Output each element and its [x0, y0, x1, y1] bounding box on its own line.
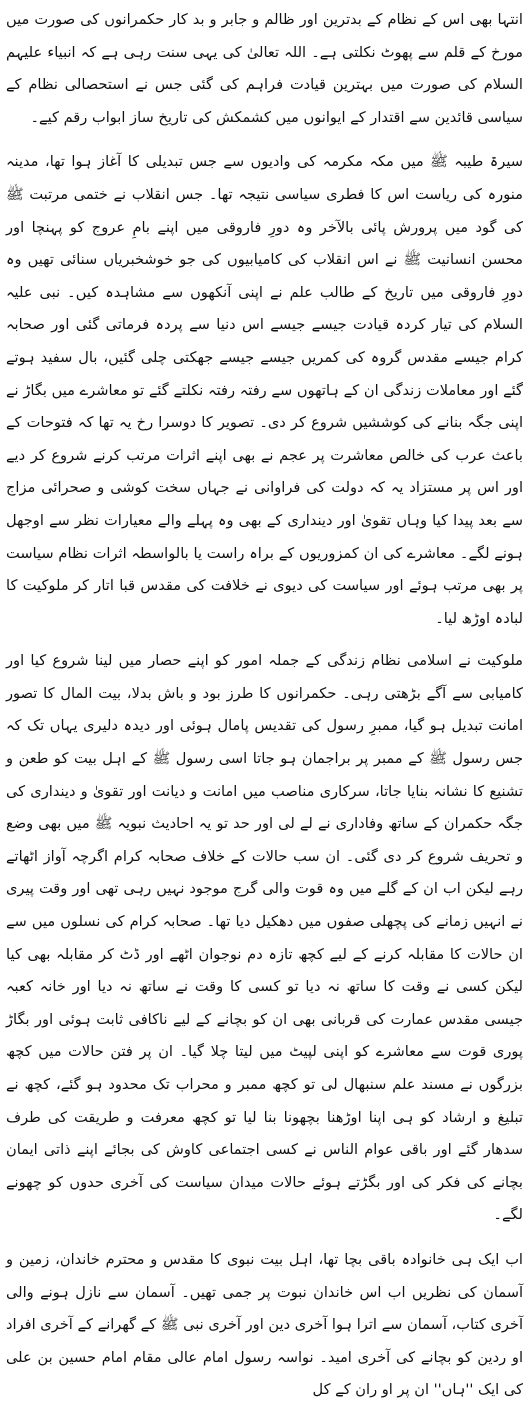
- paragraph-ahl-e-bait: اب ایک ہی خانوادہ باقی بچا تھا، اہل بیت نبوی کا مقدس و محترم خاندان، زمین و آسمان کی نظریں اب اس خاندان نبوت پر جمی تھیں۔ آسمان سے نازل ہونے والی آخری کتاب، آسمان سے اترا ہوا آخری دین اور آخری نبی ﷺ کے گھرانے کے آخری افراد او ردین کو بچانے کی آخری امید۔ نواسہ رسول امام عالی مقام امام حسین بن علی کی ایک ''ہاں'' ان پر او ران کے کل: [6, 1250, 523, 1399]
- paragraph-seerah: سیرۃ طیبہ ﷺ میں مکہ مکرمہ کی وادیوں سے جس تبدیلی کا آغاز ہوا تھا، مدینہ منورہ کی ریاست اس کا فطری سیاسی نتیجہ تھا۔ جس انقلاب نے ختمی مرتبت ﷺ کی گود میں پرورش پائی بالآخر وہ دورِ فاروقی میں اپنے بامِ عروج کو پہنچا اور محسن انسانیت ﷺ نے اس انقلاب کی کامیابیوں کی جو خوشخبریاں سنائی تھیں وہ دورِ فاروقی میں تاریخ کے طالب علم نے اپنی آنکھوں سے مشاہدہ کیں۔ نبی علیہ السلام کی تیار کردہ قیادت جیسے جیسے اس دنیا سے پردہ فرماتی گئی اور صحابہ کرام جیسے مقدس گروہ کی کمریں جیسے جیسے جھکتی چلی گئیں، بال سفید ہوتے گئے اور معاملات زندگی ان کے ہاتھوں سے رفتہ رفتہ نکلتے گئے تو معاشرے میں بگاڑ نے اپنی جگہ بنانے کی کوششیں شروع کر دی۔ تصویر کا دوسرا رخ یہ تھا کہ فتوحات کے باعث عرب کی خالص معاشرت پر عجم نے بھی اپنے اثرات مرتب کرنے شروع کر دیے اور اس پر مستزاد یہ کہ دولت کی فراوانی نے جہاں سخت کوشی و صحرائی مزاج سے بعد پیدا کیا وہاں تقویٰ اور دینداری کے بھی وہ پہلے والے معیارات نظر سے اوجھل ہونے لگے۔ معاشرے کی ان کمزوریوں کے براہ راست یا بالواسطہ اثرات نظام سیاست پر بھی مرتب ہوئے اور سیاست کی دیوی نے خلافت کی مقدس قبا اتار کر ملوکیت کا لبادہ اوڑھ لیا۔: [6, 153, 523, 627]
- paragraph-intro: انتہا بھی اس کے نظام کے بدترین اور ظالم و جابر و بد کار حکمرانوں کی صورت میں مورخ کے قلم سے پھوٹ نکلتی ہے۔ اللہ تعالیٰ کی یہی سنت رہی ہے کہ انبیاء علیہم السلام کی صورت میں بہترین قیادت فراہم کی گئی جس نے استحصالی نظام کے سیاسی قائدین سے اقتدار کے ایوانوں میں کشمکش کی تاریخ ساز ابواب رقم کیے۔: [6, 11, 523, 126]
- paragraph-mulukiyat: ملوکیت نے اسلامی نظام زندگی کے جملہ امور کو اپنے حصار میں لینا شروع کیا اور کامیابی سے آگے بڑھتی رہی۔ حکمرانوں کا طرز بود و باش بدلا، بیت المال کا تصور امانت تبدیل ہو گیا، ممبرِ رسول کی تقدیس پامال ہوئی اور دیدہ دلیری یہاں تک کہ جس رسول ﷺ کے ممبر پر براجمان ہو جاتا اسی رسول ﷺ کے اہل بیت کو طعن و تشنیع کا نشانہ بنایا جاتا، سرکاری مناصب میں امانت و دیانت اور تقویٰ و دینداری کی جگہ حکمران کے ساتھ وفاداری نے لے لی اور حد تو یہ احادیث نبویہ ﷺ میں بھی وضع و تحریف شروع کر دی گئی۔ ان سب حالات کے خلاف صحابہ کرام اگرچہ آواز اٹھاتے رہے لیکن اب ان کے گلے میں وہ قوت والی گرج موجود نہیں رہی تھی اور وقت پیری نے انہیں زمانے کی پچھلی صفوں میں دھکیل دیا تھا۔ صحابہ کرام کی نسلوں میں سے ان حالات کا مقابلہ کرنے کے لیے کچھ تازہ دم نوجوان اٹھے اور ڈٹ کر مقابلہ بھی کیا لیکن کسی نے وقت کا ساتھ نہ دیا تو کسی کا وقت نے ساتھ نہ دیا اور خانہ کعبہ جیسی مقدس عمارت کی قربانی بھی ان کو بچانے کے لیے ناکافی ثابت ہوئی اور بگاڑ پوری قوت سے معاشرے کو اپنی لپیٹ میں لیتا چلا گیا۔ ان پر فتن حالات میں کچھ بزرگوں نے مسند علم سنبھال لی تو کچھ ممبر و محراب تک محدود ہو گئے، کچھ نے تبلیغ و ارشاد کو ہی اپنا اوڑھنا بچھونا بنا لیا تو کچھ معرفت و طریقت کی طرف سدھار گئے اور باقی عوام الناس نے کسی اجتماعی کاوش کی بجائے اپنے ذاتی ایمان بچانے کی فکر کی اور بگڑتے ہوئے حالات میدان سیاست کی آخری حدوں کو چھونے لگے۔: [6, 652, 523, 1224]
